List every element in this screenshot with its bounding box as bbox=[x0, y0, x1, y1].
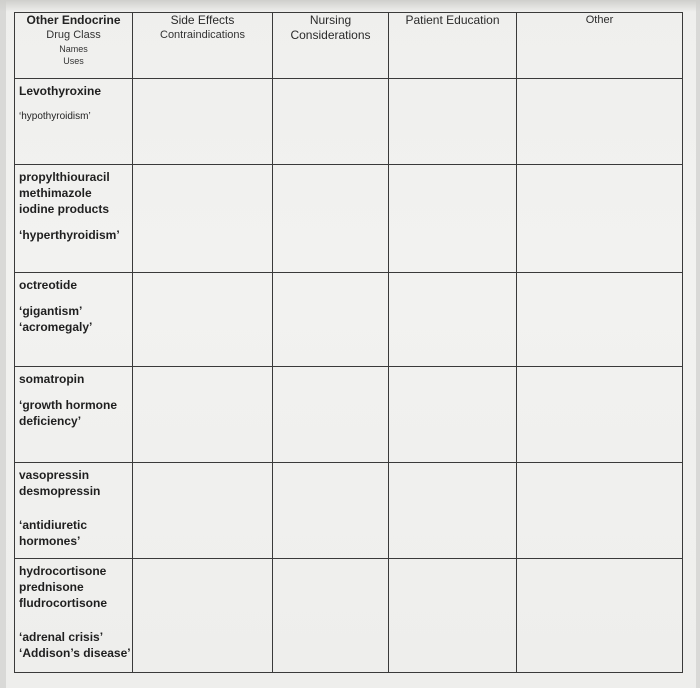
drug-cell bbox=[15, 559, 133, 673]
side-effects-cell[interactable] bbox=[133, 367, 273, 463]
header-names-label: Names bbox=[59, 44, 88, 54]
header-patient-education-label: Patient Education bbox=[405, 13, 500, 27]
side-effects-cell[interactable] bbox=[133, 165, 273, 273]
drug-names: Levothyroxine bbox=[19, 84, 102, 98]
page-shadow bbox=[0, 0, 700, 12]
header-patient-education bbox=[389, 13, 517, 79]
header-drug-class bbox=[15, 13, 133, 79]
table-row bbox=[15, 367, 683, 463]
nursing-cell[interactable] bbox=[273, 273, 389, 367]
drug-uses: ‘growth hormone deficiency’ bbox=[19, 398, 117, 428]
header-nursing bbox=[273, 13, 389, 79]
endocrine-drug-table bbox=[14, 12, 683, 673]
other-cell[interactable] bbox=[517, 79, 683, 165]
header-side-effects bbox=[133, 13, 273, 79]
header-considerations-label: Considerations bbox=[290, 28, 371, 42]
nursing-cell[interactable] bbox=[273, 165, 389, 273]
side-effects-cell[interactable] bbox=[133, 559, 273, 673]
drug-names: octreotide bbox=[19, 278, 78, 292]
patient-education-cell[interactable] bbox=[389, 463, 517, 559]
table-row bbox=[15, 463, 683, 559]
patient-education-cell[interactable] bbox=[389, 367, 517, 463]
drug-cell bbox=[15, 273, 133, 367]
other-cell[interactable] bbox=[517, 559, 683, 673]
patient-education-cell[interactable] bbox=[389, 165, 517, 273]
side-effects-cell[interactable] bbox=[133, 463, 273, 559]
other-cell[interactable] bbox=[517, 367, 683, 463]
drug-uses: ‘hypothyroidism’ bbox=[19, 111, 91, 122]
drug-cell bbox=[15, 463, 133, 559]
other-cell[interactable] bbox=[517, 165, 683, 273]
table-row bbox=[15, 79, 683, 165]
drug-names: hydrocortisone prednisone fludrocortisone bbox=[19, 564, 108, 610]
drug-uses: ‘hyperthyroidism’ bbox=[19, 228, 120, 242]
nursing-cell[interactable] bbox=[273, 367, 389, 463]
nursing-cell[interactable] bbox=[273, 559, 389, 673]
drug-names: vasopressin desmopressin bbox=[19, 468, 101, 498]
nursing-cell[interactable] bbox=[273, 79, 389, 165]
drug-names: somatropin bbox=[19, 372, 85, 386]
drug-cell bbox=[15, 165, 133, 273]
header-drug-class-label: Drug Class bbox=[46, 29, 101, 41]
table-row bbox=[15, 559, 683, 673]
header-side-effects-label: Side Effects bbox=[170, 13, 235, 27]
header-other-label: Other bbox=[585, 14, 614, 26]
drug-names: propylthiouracil methimazole iodine products bbox=[19, 170, 110, 216]
nursing-cell[interactable] bbox=[273, 463, 389, 559]
patient-education-cell[interactable] bbox=[389, 79, 517, 165]
drug-uses: ‘adrenal crisis’ ‘Addison’s disease’ bbox=[19, 630, 131, 660]
table-row bbox=[15, 165, 683, 273]
other-cell[interactable] bbox=[517, 273, 683, 367]
side-effects-cell[interactable] bbox=[133, 79, 273, 165]
header-row bbox=[15, 13, 683, 79]
patient-education-cell[interactable] bbox=[389, 273, 517, 367]
side-effects-cell[interactable] bbox=[133, 273, 273, 367]
drug-uses: ‘antidiuretic hormones’ bbox=[19, 518, 88, 548]
header-other bbox=[517, 13, 683, 79]
header-contraindications-label: Contraindications bbox=[160, 29, 245, 41]
header-title: Other Endocrine bbox=[26, 13, 121, 27]
drug-uses: ‘gigantism’ ‘acromegaly’ bbox=[19, 304, 93, 334]
drug-cell bbox=[15, 79, 133, 165]
header-uses-label: Uses bbox=[63, 56, 84, 66]
drug-cell bbox=[15, 367, 133, 463]
table-row bbox=[15, 273, 683, 367]
header-nursing-label: Nursing bbox=[309, 13, 352, 27]
patient-education-cell[interactable] bbox=[389, 559, 517, 673]
other-cell[interactable] bbox=[517, 463, 683, 559]
